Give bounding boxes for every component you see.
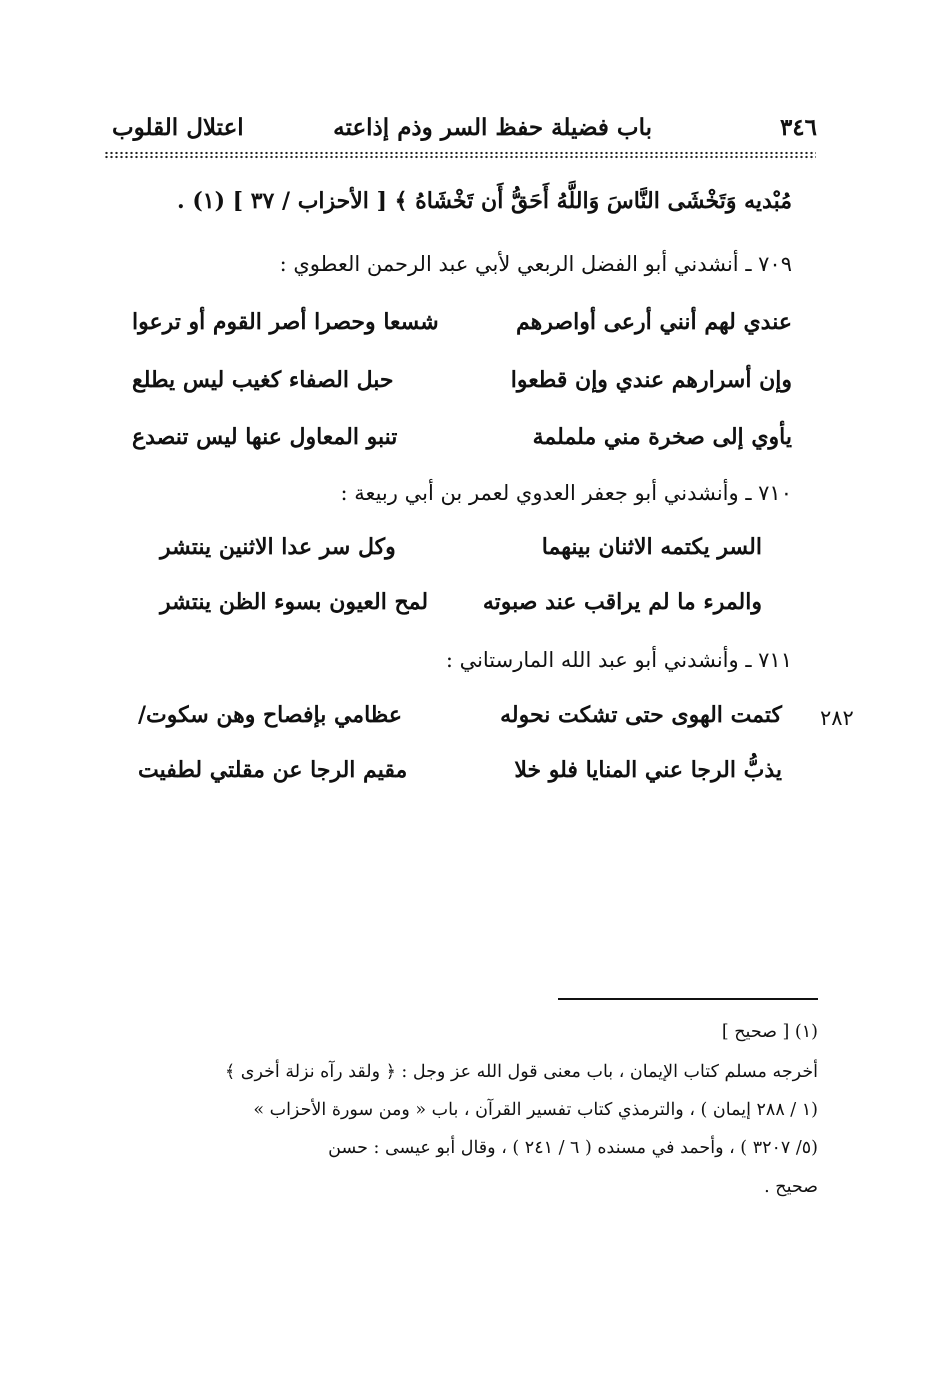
poem2-verse1-first: السر يكتمه الاثنان بينهما [541, 534, 762, 560]
entry-711: ٧١١ ـ وأنشدني أبو عبد الله المارستاني : [445, 648, 792, 672]
running-header [112, 114, 817, 150]
margin-page-reference: ٢٨٢ [820, 706, 854, 730]
header-dotted-rule [104, 151, 816, 160]
poem1-verse3-first: يأوي إلى صخرة مني ململمة [532, 424, 792, 450]
quran-quote-line: مُبْديه وَتَخْشَى النَّاسَ وَاللَّهُ أَحَقُّ أَن تَخْشَاهُ ﴾ [ الأحزاب / ٣٧ ] (١) . [177, 188, 792, 214]
footnote-line: صحيح . [764, 1177, 818, 1197]
poem1-verse1-second: شسعا وحصرا أصر القوم أو ترعوا [132, 309, 439, 335]
footnote-line: (٥/ ٣٢٠٧ ) ، وأحمد في مسنده ( ٦ / ٢٤١ ) ، وقال أبو عيسى : حسن [328, 1138, 818, 1158]
entry-710: ٧١٠ ـ وأنشدني أبو جعفر العدوي لعمر بن أبي ربيعة : [340, 481, 792, 505]
poem3-verse1-second: عظامي بإفصاح وهن سكوت/ [138, 702, 402, 728]
poem1-verse1-first: عندي لهم أنني أرعى أواصرهم [516, 309, 792, 335]
page-number: ٣٤٦ [779, 114, 817, 141]
footnote-label: (١) [ صحيح ] [721, 1022, 818, 1042]
poem1-verse2-second: حبل الصفاء كغيب ليس يطلع [132, 367, 394, 393]
poem2-verse2-first: والمرء ما لم يراقب عند صبوته [482, 589, 762, 615]
footnote-line: أخرجه مسلم كتاب الإيمان ، باب معنى قول الله عز وجل : ﴿ ولقد رآه نزلة أخرى ﴾ [224, 1062, 818, 1082]
poem3-verse2-first: يذبُّ الرجا عني المنايا فلو خلا [514, 757, 782, 783]
poem1-verse2-first: وإن أسرارهم عندي وإن قطعوا [510, 367, 792, 393]
poem3-verse1-first: كتمت الهوى حتى تشكت نحوله [500, 702, 782, 728]
poem3-verse2-second: مقيم الرجا عن مقلتي لطفيت [138, 757, 408, 783]
entry-709: ٧٠٩ ـ أنشدني أبو الفضل الربعي لأبي عبد الرحمن العطوي : [279, 252, 792, 276]
poem2-verse1-second: وكل سر عدا الاثنين ينتشر [160, 534, 396, 560]
poem2-verse2-second: لمح العيون بسوء الظن ينتشر [160, 589, 429, 615]
footnote-separator [558, 998, 818, 1000]
book-title: اعتلال القلوب [112, 114, 244, 141]
chapter-title: باب فضيلة حفظ السر وذم إذاعته [333, 114, 652, 141]
footnote-line: (١ / ٢٨٨ إيمان ) ، والترمذي كتاب تفسير القرآن ، باب « ومن سورة الأحزاب » [253, 1100, 818, 1120]
poem1-verse3-second: تنبو المعاول عنها ليس تنصدع [132, 424, 398, 450]
